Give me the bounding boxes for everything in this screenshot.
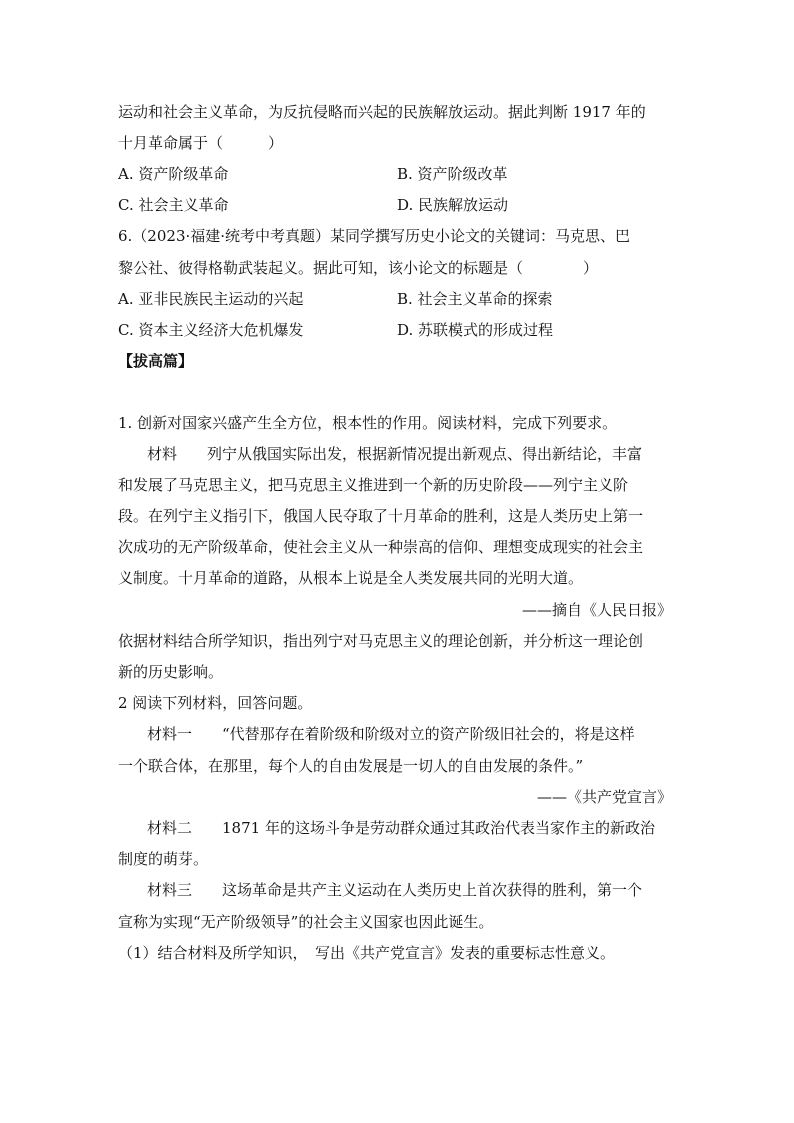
p1-material-line-1: 材料 列宁从俄国实际出发，根据新情况提出新观点、得出新结论，丰富 (147, 445, 643, 463)
p1-material-line-3: 段。在列宁主义指引下，俄国人民夺取了十月革命的胜利，这是人类历史上第一 (118, 507, 644, 525)
p1-source: ——摘自《人民日报》 (521, 601, 672, 619)
q6-option-b: B. 社会主义革命的探索 (397, 290, 553, 308)
p1-stem: 1. 创新对国家兴盛产生全方位，根本性的作用。阅读材料，完成下列要求。 (118, 414, 618, 432)
q5-option-d: D. 民族解放运动 (397, 196, 509, 214)
p2-stem: 2 阅读下列材料，回答问题。 (118, 694, 313, 712)
section-title: 【拔高篇】 (118, 352, 194, 370)
p2-material-1-source: ——《共产党宣言》 (536, 788, 672, 806)
p1-material-line-2: 和发展了马克思主义，把马克思主义推进到一个新的历史阶段——列宁主义阶 (118, 476, 629, 494)
p2-material-1-line-1: 材料一 “代替那存在着阶级和阶级对立的资产阶级旧社会的，将是这样 (147, 725, 635, 743)
p1-material-line-5: 义制度。十月革命的道路，从根本上说是全人类发展共同的光明大道。 (118, 569, 584, 587)
p2-material-3-line-1: 材料三 这场革命是共产主义运动在人类历史上首次获得的胜利，第一个 (147, 881, 643, 899)
p2-material-1-line-2: 一个联合体，在那里，每个人的自由发展是一切人的自由发展的条件。” (118, 757, 584, 775)
p1-question-line-2: 新的历史影响。 (118, 663, 224, 681)
p1-question-line-1: 依据材料结合所学知识，指出列宁对马克思主义的理论创新，并分析这一理论创 (118, 632, 644, 650)
q6-option-d: D. 苏联模式的形成过程 (397, 321, 554, 339)
q6-option-a: A. 亚非民族民主运动的兴起 (118, 290, 304, 308)
q6-line-2: 黎公社、彼得格勒武装起义。据此可知，该小论文的标题是（ ） (118, 259, 599, 277)
q5-line-2: 十月革命属于（ ） (118, 134, 284, 152)
q5-option-b: B. 资产阶级改革 (397, 165, 508, 183)
p1-material-line-4: 次成功的无产阶级革命，使社会主义从一种崇高的信仰、理想变成现实的社会主 (118, 538, 644, 556)
q5-option-c: C. 社会主义革命 (118, 196, 229, 214)
p2-material-2-line-1: 材料二 1871 年的这场斗争是劳动群众通过其政治代表当家作主的新政治 (147, 819, 655, 837)
q5-option-a: A. 资产阶级革命 (118, 165, 229, 183)
q6-line-1: 6.（2023·福建·统考中考真题）某同学撰写历史小论文的关键词：马克思、巴 (118, 227, 631, 245)
q6-option-c: C. 资本主义经济大危机爆发 (118, 321, 304, 339)
p2-material-2-line-2: 制度的萌芽。 (118, 850, 209, 868)
q5-line-1: 运动和社会主义革命，为反抗侵略而兴起的民族解放运动。据此判断 1917 年的 (118, 103, 646, 121)
p2-material-3-line-2: 宣称为实现“无产阶级领导”的社会主义国家也因此诞生。 (118, 913, 494, 931)
p2-question-1: （1）结合材料及所学知识， 写出《共产党宣言》发表的重要标志性意义。 (118, 944, 616, 962)
